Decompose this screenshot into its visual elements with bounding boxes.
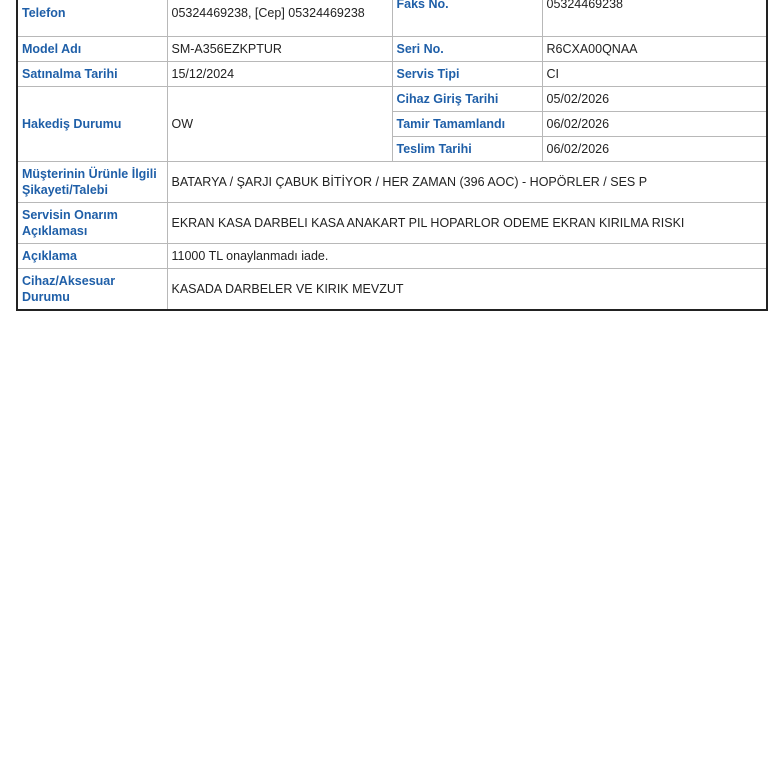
row-hakedis-1 xyxy=(17,87,767,112)
telefon-label: Telefon xyxy=(17,0,167,37)
teslim-label: Teslim Tarihi xyxy=(392,137,542,162)
telefon-value xyxy=(167,0,392,37)
aksesuar-label xyxy=(17,269,167,311)
sikayet-label xyxy=(17,162,167,203)
aksesuar-label-line2: Durumu xyxy=(22,290,70,304)
row-satinalma xyxy=(17,62,767,87)
teslim-value: 06/02/2026 xyxy=(542,137,767,162)
cihaz-giris-label: Cihaz Giriş Tarihi xyxy=(392,87,542,112)
hakedis-value: OW xyxy=(167,87,392,162)
hakedis-label: Hakediş Durumu xyxy=(17,87,167,162)
servis-tipi-label: Servis Tipi xyxy=(392,62,542,87)
aciklama-value: 11000 TL onaylanmadı iade. xyxy=(167,244,767,269)
aciklama-label: Açıklama xyxy=(17,244,167,269)
model-value: SM-A356EZKPTUR xyxy=(167,37,392,62)
satinalma-value: 15/12/2024 xyxy=(167,62,392,87)
servis-tipi-value: CI xyxy=(542,62,767,87)
row-telefon xyxy=(17,0,767,37)
row-onarim xyxy=(17,203,767,244)
sikayet-label-line1: Müşterinin Ürünle İlgili xyxy=(22,167,157,181)
faks-label: Faks No. xyxy=(392,0,542,37)
model-label: Model Adı xyxy=(17,37,167,62)
tamir-tamamlandi-value: 06/02/2026 xyxy=(542,112,767,137)
onarim-label-line1: Servisin Onarım xyxy=(22,208,118,222)
sikayet-label-line2: Şikayeti/Talebi xyxy=(22,183,108,197)
tamir-tamamlandi-label: Tamir Tamamlandı xyxy=(392,112,542,137)
row-sikayet xyxy=(17,162,767,203)
onarim-value: EKRAN KASA DARBELI KASA ANAKART PIL HOPARLOR ODEME EKRAN KIRILMA RISKI xyxy=(167,203,767,244)
seri-label: Seri No. xyxy=(392,37,542,62)
aksesuar-value: KASADA DARBELER VE KIRIK MEVZUT xyxy=(167,269,767,311)
row-model xyxy=(17,37,767,62)
sikayet-value: BATARYA / ŞARJI ÇABUK BİTİYOR / HER ZAMAN (396 AOC) - HOPÖRLER / SES P xyxy=(167,162,767,203)
faks-value: 05324469238 xyxy=(542,0,767,37)
seri-value: R6CXA00QNAA xyxy=(542,37,767,62)
satinalma-label: Satınalma Tarihi xyxy=(17,62,167,87)
aksesuar-label-line1: Cihaz/Aksesuar xyxy=(22,274,116,288)
cihaz-giris-value: 05/02/2026 xyxy=(542,87,767,112)
telefon-value-line2: 05324469238, [Cep] 05324469238 xyxy=(171,6,365,20)
row-aksesuar xyxy=(17,269,767,311)
onarim-label-line2: Açıklaması xyxy=(22,224,88,238)
row-aciklama xyxy=(17,244,767,269)
service-form-table xyxy=(16,0,768,311)
onarim-label xyxy=(17,203,167,244)
